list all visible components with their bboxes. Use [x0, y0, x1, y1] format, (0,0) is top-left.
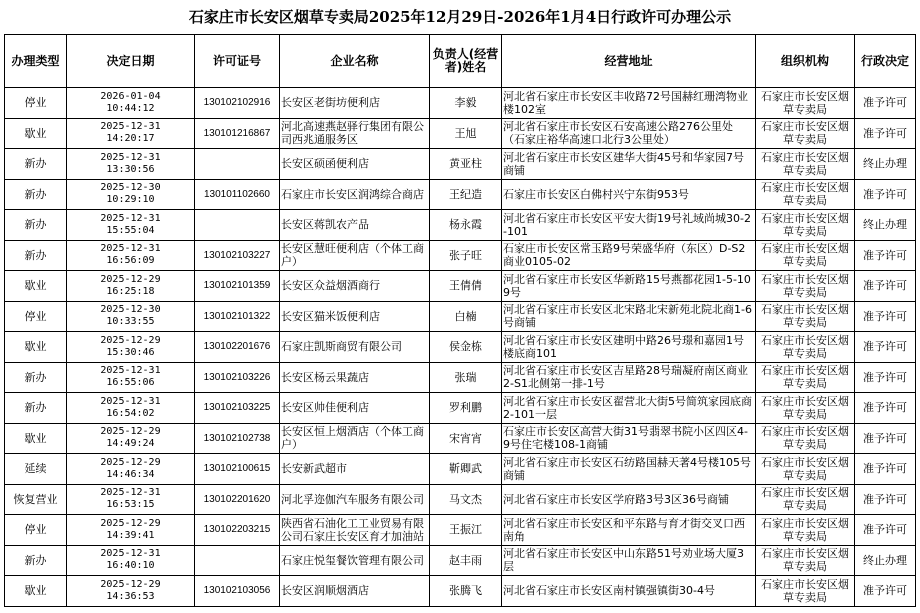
cell-decision: 准予许可 [855, 271, 916, 302]
table-row [5, 393, 916, 424]
cell-decision: 准予许可 [855, 88, 916, 119]
cell-address [502, 545, 756, 576]
cell-company [280, 332, 430, 363]
cell-type: 恢复营业 [5, 484, 67, 515]
cell-address [502, 210, 756, 241]
cell-company [280, 118, 430, 149]
cell-org [756, 515, 855, 546]
cell-decision: 终止办理 [855, 210, 916, 241]
cell-address-text: 河北省石家庄市长安区平安大街19号礼域尚城30-2-101 [503, 211, 751, 238]
cell-decision: 准予许可 [855, 423, 916, 454]
cell-person: 马文杰 [430, 484, 502, 515]
cell-type: 歇业 [5, 576, 67, 607]
cell-org [756, 484, 855, 515]
table-row [5, 454, 916, 485]
table-row [5, 362, 916, 393]
cell-date: 2025-12-31 16:56:09 [67, 240, 195, 271]
cell-decision: 准予许可 [855, 118, 916, 149]
cell-company-text: 长安区恒上烟酒店（个体工商户） [281, 425, 424, 452]
cell-address-text: 石家庄市长安区常玉路9号荣盛华府（东区）D-S2商业0105-02 [503, 242, 746, 269]
cell-org [756, 301, 855, 332]
cell-address [502, 240, 756, 271]
cell-date: 2026-01-04 10:44:12 [67, 88, 195, 119]
cell-date: 2025-12-30 10:29:10 [67, 179, 195, 210]
cell-decision: 终止办理 [855, 545, 916, 576]
cell-type: 歇业 [5, 423, 67, 454]
cell-person: 赵丰雨 [430, 545, 502, 576]
cell-company [280, 423, 430, 454]
cell-type: 歇业 [5, 118, 67, 149]
cell-org-text: 石家庄市长安区烟草专卖局 [761, 89, 849, 116]
cell-type: 新办 [5, 362, 67, 393]
cell-org-text: 石家庄市长安区烟草专卖局 [761, 364, 849, 391]
cell-org [756, 454, 855, 485]
cell-org [756, 423, 855, 454]
cell-org [756, 545, 855, 576]
cell-address [502, 179, 756, 210]
cell-org [756, 240, 855, 271]
cell-address-text: 河北省石家庄市长安区华新路15号燕都花园1-5-109号 [503, 272, 751, 299]
cell-company [280, 301, 430, 332]
cell-org-text: 石家庄市长安区烟草专卖局 [761, 181, 849, 208]
cell-address-text: 河北省石家庄市长安区中山东路51号劝业场大厦3层 [503, 547, 744, 574]
cell-address-text: 石家庄市长安区白佛村兴宁东街953号 [503, 187, 689, 201]
cell-org-text: 石家庄市长安区烟草专卖局 [761, 120, 849, 147]
header-company: 企业名称 [280, 35, 430, 88]
cell-date: 2025-12-29 14:39:41 [67, 515, 195, 546]
cell-date: 2025-12-31 13:30:56 [67, 149, 195, 180]
cell-company-text: 长安区猫米饭便利店 [281, 309, 380, 323]
cell-person: 罗利鹏 [430, 393, 502, 424]
cell-address-text: 河北省石家庄市长安区丰收路72号国赫红珊湾物业楼102室 [503, 89, 748, 116]
cell-org [756, 362, 855, 393]
header-org: 组织机构 [756, 35, 855, 88]
header-person: 负责人(经营者)姓名 [430, 35, 502, 88]
cell-company-text: 石家庄悦玺餐饮管理有限公司 [281, 553, 424, 567]
cell-company [280, 240, 430, 271]
table-row [5, 484, 916, 515]
table-row [5, 88, 916, 119]
cell-person: 黄亚柱 [430, 149, 502, 180]
cell-org-text: 石家庄市长安区烟草专卖局 [761, 425, 849, 452]
table-row [5, 240, 916, 271]
cell-org-text: 石家庄市长安区烟草专卖局 [761, 516, 849, 543]
cell-address [502, 118, 756, 149]
cell-date: 2025-12-31 16:53:15 [67, 484, 195, 515]
cell-address [502, 88, 756, 119]
header-address: 经营地址 [502, 35, 756, 88]
cell-person: 杨永霞 [430, 210, 502, 241]
cell-type: 新办 [5, 179, 67, 210]
cell-license: 130102102916 [195, 88, 280, 119]
cell-org-text: 石家庄市长安区烟草专卖局 [761, 333, 849, 360]
cell-company [280, 179, 430, 210]
cell-type: 新办 [5, 545, 67, 576]
cell-person: 张腾飞 [430, 576, 502, 607]
cell-person: 靳卿武 [430, 454, 502, 485]
cell-org-text: 石家庄市长安区烟草专卖局 [761, 547, 849, 574]
cell-decision: 终止办理 [855, 149, 916, 180]
cell-org [756, 149, 855, 180]
cell-org-text: 石家庄市长安区烟草专卖局 [761, 242, 849, 269]
cell-date: 2025-12-31 16:55:06 [67, 362, 195, 393]
cell-type: 停业 [5, 515, 67, 546]
cell-company [280, 576, 430, 607]
cell-date: 2025-12-29 15:30:46 [67, 332, 195, 363]
cell-license: 130102100615 [195, 454, 280, 485]
cell-license [195, 210, 280, 241]
cell-company-text: 长安区慧旺便利店（个体工商户） [281, 242, 424, 269]
header-type: 办理类型 [5, 35, 67, 88]
cell-company-text: 长安区众益烟酒商行 [281, 279, 380, 293]
cell-company [280, 484, 430, 515]
cell-date: 2025-12-31 16:40:10 [67, 545, 195, 576]
cell-type: 新办 [5, 149, 67, 180]
cell-org [756, 393, 855, 424]
cell-person: 王旭 [430, 118, 502, 149]
cell-address [502, 271, 756, 302]
cell-address [502, 149, 756, 180]
cell-company [280, 88, 430, 119]
cell-company [280, 149, 430, 180]
cell-person: 王纪造 [430, 179, 502, 210]
cell-person: 张瑞 [430, 362, 502, 393]
cell-license: 130102103227 [195, 240, 280, 271]
cell-company-text: 长安区老街坊便利店 [281, 96, 380, 110]
cell-address [502, 362, 756, 393]
cell-person: 宋宵宵 [430, 423, 502, 454]
cell-address [502, 484, 756, 515]
cell-license: 130102102738 [195, 423, 280, 454]
page-title: 石家庄市长安区烟草专卖局2025年12月29日-2026年1月4日行政许可办理公示 [188, 8, 732, 26]
cell-address-text: 石家庄市长安区高营大街31号翡翠书院小区四区4-9号住宅楼108-1商铺 [503, 425, 748, 452]
cell-license: 130102101359 [195, 271, 280, 302]
cell-date: 2025-12-31 15:55:04 [67, 210, 195, 241]
cell-type: 新办 [5, 393, 67, 424]
cell-company [280, 362, 430, 393]
cell-person: 白楠 [430, 301, 502, 332]
cell-license: 130102101322 [195, 301, 280, 332]
table-row [5, 179, 916, 210]
cell-person: 王倩倩 [430, 271, 502, 302]
cell-org-text: 石家庄市长安区烟草专卖局 [761, 577, 849, 604]
cell-license [195, 545, 280, 576]
table-row [5, 576, 916, 607]
cell-date: 2025-12-31 16:54:02 [67, 393, 195, 424]
table-row [5, 423, 916, 454]
cell-decision: 准予许可 [855, 515, 916, 546]
table-header-row [5, 35, 916, 88]
cell-company-text: 石家庄凯斯商贸有限公司 [281, 340, 402, 354]
header-date: 决定日期 [67, 35, 195, 88]
cell-address-text: 河北省石家庄市长安区翟营北大街5号简筑家园底商2-101一层 [503, 394, 752, 421]
cell-company [280, 393, 430, 424]
cell-address-text: 河北省石家庄市长安区建明中路26号璟和嘉园1号楼底商101 [503, 333, 744, 360]
cell-type: 新办 [5, 210, 67, 241]
cell-person: 李毅 [430, 88, 502, 119]
cell-org-text: 石家庄市长安区烟草专卖局 [761, 303, 849, 330]
table-row [5, 271, 916, 302]
cell-type: 停业 [5, 301, 67, 332]
cell-decision: 准予许可 [855, 332, 916, 363]
cell-license: 130102103225 [195, 393, 280, 424]
cell-date: 2025-12-29 14:49:24 [67, 423, 195, 454]
cell-license: 130102203215 [195, 515, 280, 546]
cell-license: 130102103226 [195, 362, 280, 393]
cell-address [502, 332, 756, 363]
cell-company-text: 陕西省石油化工工业贸易有限公司石家庄长安区育才加油站 [281, 516, 424, 543]
cell-org [756, 332, 855, 363]
table-row [5, 149, 916, 180]
cell-address [502, 454, 756, 485]
cell-address-text: 河北省石家庄市长安区北宋路北宋新苑北院北商1-6号商铺 [503, 303, 752, 330]
cell-org-text: 石家庄市长安区烟草专卖局 [761, 455, 849, 482]
cell-company-text: 长安区杨云果蔬店 [281, 370, 369, 384]
cell-org [756, 576, 855, 607]
cell-org [756, 210, 855, 241]
cell-company [280, 545, 430, 576]
header-decision: 行政决定 [855, 35, 916, 88]
cell-company-text: 长安新武超市 [281, 462, 347, 476]
cell-address [502, 423, 756, 454]
cell-company [280, 454, 430, 485]
cell-license [195, 149, 280, 180]
table-row [5, 301, 916, 332]
cell-org-text: 石家庄市长安区烟草专卖局 [761, 486, 849, 513]
cell-company-text: 长安区蒋凯农产品 [281, 218, 369, 232]
cell-type: 歇业 [5, 332, 67, 363]
cell-decision: 准予许可 [855, 240, 916, 271]
cell-type: 延续 [5, 454, 67, 485]
cell-date: 2025-12-29 14:36:53 [67, 576, 195, 607]
cell-type: 歇业 [5, 271, 67, 302]
cell-company-text: 长安区帅佳便利店 [281, 401, 369, 415]
cell-org-text: 石家庄市长安区烟草专卖局 [761, 394, 849, 421]
cell-org [756, 179, 855, 210]
cell-license: 130102103056 [195, 576, 280, 607]
cell-license: 130101102660 [195, 179, 280, 210]
table-row [5, 332, 916, 363]
cell-address [502, 576, 756, 607]
cell-decision: 准予许可 [855, 393, 916, 424]
cell-person: 张子旺 [430, 240, 502, 271]
cell-address-text: 河北省石家庄市长安区建华大街45号和华家园7号商铺 [503, 150, 744, 177]
cell-address-text: 河北省石家庄市长安区石安高速公路276公里处（石家庄裕华高速口北行3公里处） [503, 120, 733, 147]
cell-address [502, 301, 756, 332]
cell-org-text: 石家庄市长安区烟草专卖局 [761, 150, 849, 177]
cell-company [280, 210, 430, 241]
table-row [5, 515, 916, 546]
cell-company-text: 河北高速燕赵驿行集团有限公司西兆通服务区 [281, 120, 424, 147]
cell-address-text: 河北省石家庄市长安区南村镇强镇街30-4号 [503, 584, 715, 598]
cell-company [280, 515, 430, 546]
cell-license: 130102201620 [195, 484, 280, 515]
table-body [5, 88, 916, 607]
cell-decision: 准予许可 [855, 576, 916, 607]
cell-address-text: 河北省石家庄市长安区吉星路28号瑞凝府南区商业2-S1北侧第一排-1号 [503, 364, 748, 391]
cell-address-text: 河北省石家庄市长安区和平东路与育才街交叉口西南角 [503, 516, 745, 543]
cell-date: 2025-12-30 10:33:55 [67, 301, 195, 332]
table-row [5, 545, 916, 576]
cell-company-text: 长安区润顺烟酒店 [281, 584, 369, 598]
cell-decision: 准予许可 [855, 179, 916, 210]
header-license: 许可证号 [195, 35, 280, 88]
cell-decision: 准予许可 [855, 362, 916, 393]
cell-address [502, 393, 756, 424]
cell-date: 2025-12-29 14:46:34 [67, 454, 195, 485]
cell-org [756, 271, 855, 302]
cell-decision: 准予许可 [855, 301, 916, 332]
cell-address [502, 515, 756, 546]
table-row [5, 118, 916, 149]
cell-person: 侯金栋 [430, 332, 502, 363]
table-row [5, 210, 916, 241]
cell-company-text: 石家庄市长安区润鸿综合商店 [281, 187, 424, 201]
cell-date: 2025-12-31 14:20:17 [67, 118, 195, 149]
cell-org [756, 118, 855, 149]
cell-license: 130101216867 [195, 118, 280, 149]
cell-address-text: 河北省石家庄市长安区石纺路国赫天著4号楼105号商铺 [503, 455, 751, 482]
cell-person: 王振江 [430, 515, 502, 546]
cell-decision: 准予许可 [855, 484, 916, 515]
cell-company-text: 河北孚迩伽汽车服务有限公司 [281, 492, 424, 506]
cell-org-text: 石家庄市长安区烟草专卖局 [761, 272, 849, 299]
cell-decision: 准予许可 [855, 454, 916, 485]
cell-date: 2025-12-29 16:25:18 [67, 271, 195, 302]
cell-address-text: 河北省石家庄市长安区学府路3号3区36号商铺 [503, 492, 729, 506]
cell-org-text: 石家庄市长安区烟草专卖局 [761, 211, 849, 238]
cell-type: 新办 [5, 240, 67, 271]
cell-org [756, 88, 855, 119]
permit-table [4, 34, 916, 607]
cell-type: 停业 [5, 88, 67, 119]
cell-company [280, 271, 430, 302]
cell-company-text: 长安区硕函便利店 [281, 157, 369, 171]
cell-license: 130102201676 [195, 332, 280, 363]
